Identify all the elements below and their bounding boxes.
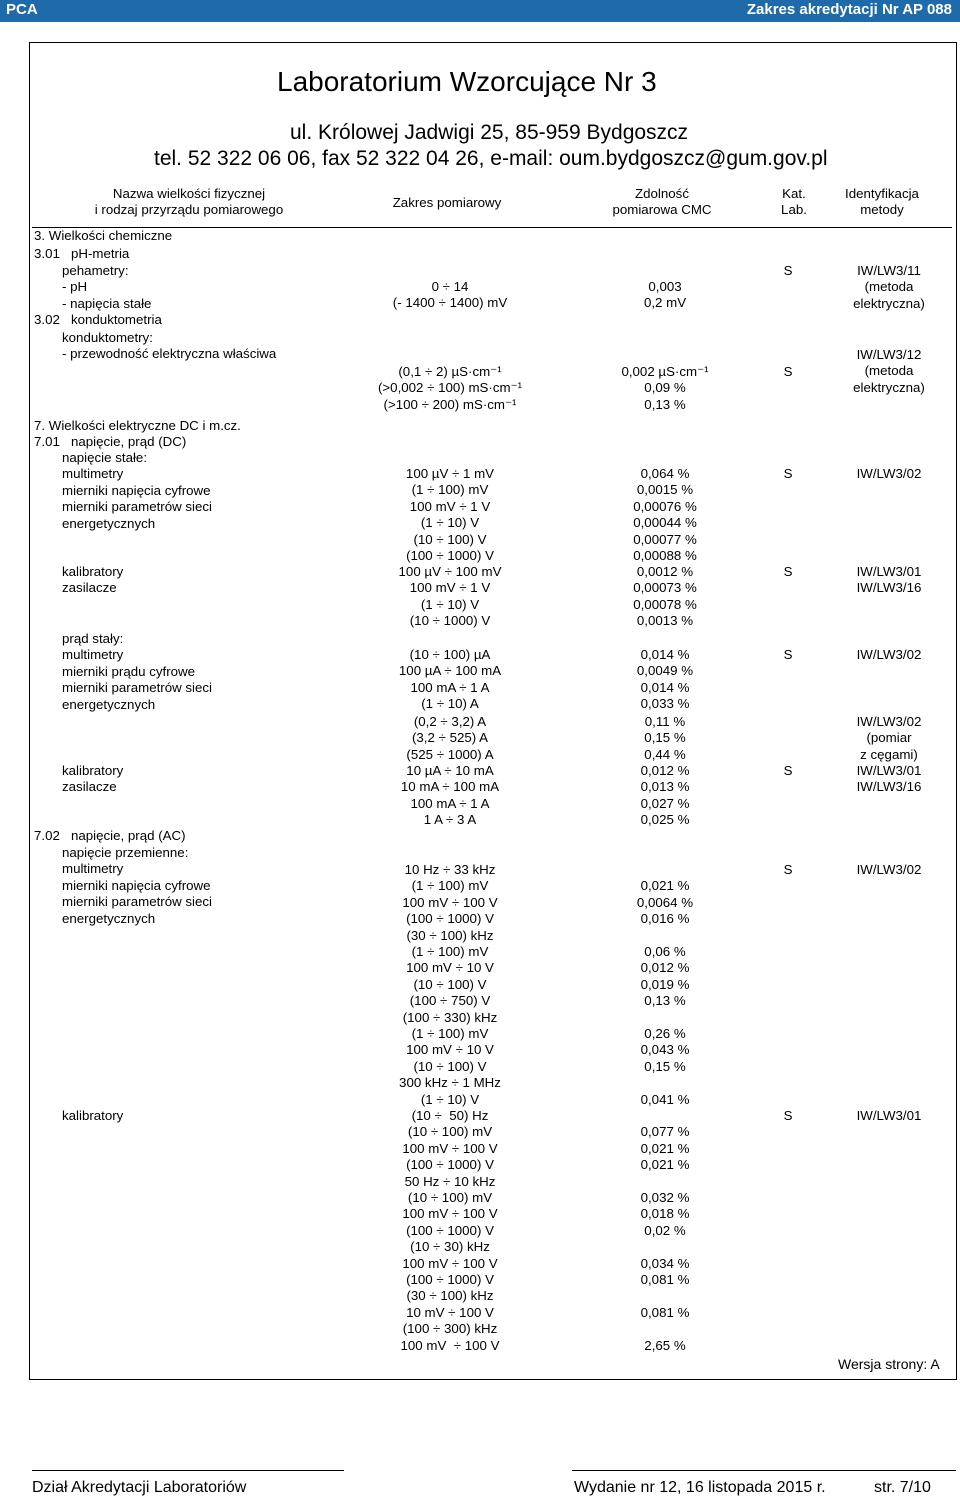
footer-edition: Wydanie nr 12, 16 listopada 2015 r. xyxy=(574,1479,826,1496)
dci-clamp-cmc: 0,11 % 0,15 % 0,44 % xyxy=(644,714,686,762)
section-3-02: 3.02 konduktometria xyxy=(34,312,162,327)
dci-cal-cmc: 0,012 % 0,013 % 0,027 % 0,025 % xyxy=(640,763,690,828)
header-method: Identyfikacja metody xyxy=(845,186,919,218)
acv-cal-names: kalibratory xyxy=(62,1108,124,1123)
section-7-01: 7.01 napięcie, prąd (DC) xyxy=(34,434,187,449)
header-cmc: Zdolność pomiarowa CMC xyxy=(612,186,712,218)
ph-kat: S xyxy=(783,263,793,278)
dcv-cal-cmc: 0,0012 % 0,00073 % 0,00078 % 0,0013 % xyxy=(633,564,697,629)
contact: tel. 52 322 06 06, fax 52 322 04 26, e-mail: oum.bydgoszcz@gum.gov.pl xyxy=(154,147,828,170)
footer-page-number: str. 7/10 xyxy=(874,1479,931,1496)
acv-method: IW/LW3/02 xyxy=(856,862,922,877)
dci-kat: S xyxy=(783,647,793,662)
ph-names: pehametry: - pH - napięcia stałe xyxy=(62,263,152,311)
dcv-cal-method: IW/LW3/01 IW/LW3/16 xyxy=(856,564,922,596)
dci-cmc: 0,014 % 0,0049 % 0,014 % 0,033 % xyxy=(636,647,694,712)
acv-ranges: 10 Hz ÷ 33 kHz (1 ÷ 100) mV 100 mV ÷ 100 V (100 ÷ 1000) V (30 ÷ 100) kHz (1 ÷ 100) mV 100 mV ÷ 10 V (10 ÷ 100) V (100 ÷ 750) V (100 ÷ 330) kHz (1 ÷ 100) mV 100 mV ÷ 10 V (10 ÷ 100) V 300 kHz ÷ 1 MHz (1 ÷ 10) V xyxy=(399,862,501,1107)
section-3-01: 3.01 pH-metria xyxy=(34,246,130,261)
address: ul. Królowej Jadwigi 25, 85-959 Bydgoszcz xyxy=(290,121,689,144)
acv-cal-method: IW/LW3/01 xyxy=(856,1108,922,1123)
section-7-title: 7. Wielkości elektryczne DC i m.cz. xyxy=(34,418,241,433)
dci-cal-ranges: 10 µA ÷ 10 mA 10 mA ÷ 100 mA 100 mA ÷ 1 A 1 A ÷ 3 A xyxy=(400,763,500,828)
dcv-cal-ranges: 100 µV ÷ 100 mV 100 mV ÷ 1 V (1 ÷ 10) V (10 ÷ 1000) V xyxy=(398,564,502,629)
ph-cmc: 0,003 0,2 mV xyxy=(643,279,687,311)
acv-cal-ranges: (10 ÷ 50) Hz (10 ÷ 100) mV 100 mV ÷ 100 V (100 ÷ 1000) V 50 Hz ÷ 10 kHz (10 ÷ 100) mV 100 mV ÷ 100 V (100 ÷ 1000) V (10 ÷ 30) kHz 100 mV ÷ 100 V (100 ÷ 1000) V (30 ÷ 100) kHz 10 mV ÷ 100 V (100 ÷ 300) kHz 100 mV ÷ 100 V xyxy=(400,1108,500,1353)
footer-department: Dział Akredytacji Laboratoriów xyxy=(32,1479,247,1496)
acv-kat: S xyxy=(783,862,793,877)
dci-method: IW/LW3/02 xyxy=(856,647,922,662)
header-name: Nazwa wielkości fizycznej i rodzaj przyrządu pomiarowego xyxy=(94,186,284,218)
dcv-ranges: 100 µV ÷ 1 mV (1 ÷ 100) mV 100 mV ÷ 1 V (1 ÷ 10) V (10 ÷ 100) V (100 ÷ 1000) V xyxy=(405,466,495,564)
acv-cal-kat: S xyxy=(783,1108,793,1123)
dcv-cal-names: kalibratory zasilacze xyxy=(62,564,124,596)
header-range: Zakres pomiarowy xyxy=(392,195,502,210)
acv-cmc: 0,021 % 0,0064 % 0,016 % 0,06 % 0,012 % 0,019 % 0,13 % 0,26 % 0,043 % 0,15 % 0,041 % xyxy=(636,878,694,1107)
acv-cal-cmc: 0,077 % 0,021 % 0,021 % 0,032 % 0,018 % 0,02 % 0,034 % 0,081 % 0,081 % 2,65 % xyxy=(640,1124,690,1353)
top-bar xyxy=(0,0,960,22)
dcv-names: napięcie stałe: multimetry mierniki napięcia cyfrowe mierniki parametrów sieci energetycznych xyxy=(62,450,212,531)
dci-clamp-method: IW/LW3/02 (pomiar z cęgami) xyxy=(856,714,922,762)
accreditation-label: Zakres akredytacji Nr AP 088 xyxy=(746,1,952,18)
dci-cal-kat: S xyxy=(783,763,793,778)
footer-rule-right xyxy=(572,1470,956,1471)
kond-cmc: 0,002 µS·cm⁻¹ 0,09 % 0,13 % xyxy=(621,364,709,412)
footer-rule-left xyxy=(32,1470,344,1471)
dcv-method: IW/LW3/02 xyxy=(856,466,922,481)
header-kat: Kat. Lab. xyxy=(781,186,807,218)
dci-cal-method: IW/LW3/01 IW/LW3/16 xyxy=(856,763,922,795)
dcv-cal-kat: S xyxy=(783,564,793,579)
kond-ranges: (0,1 ÷ 2) µS·cm⁻¹ (>0,002 ÷ 100) mS·cm⁻¹ (>100 ÷ 200) mS·cm⁻¹ xyxy=(377,364,522,412)
acv-names: napięcie przemienne: multimetry mierniki napięcia cyfrowe mierniki parametrów sieci energetycznych xyxy=(62,845,212,926)
page-title: Laboratorium Wzorcujące Nr 3 xyxy=(277,66,657,97)
kond-names: konduktometry: - przewodność elektryczna właściwa xyxy=(62,330,277,362)
section-3-title: 3. Wielkości chemiczne xyxy=(34,228,173,243)
dci-cal-names: kalibratory zasilacze xyxy=(62,763,124,795)
dcv-kat: S xyxy=(783,466,793,481)
dci-names: prąd stały: multimetry mierniki prądu cyfrowe mierniki parametrów sieci energetycznych xyxy=(62,631,212,712)
dci-ranges: (10 ÷ 100) µA 100 µA ÷ 100 mA 100 mA ÷ 1 A (1 ÷ 10) A xyxy=(398,647,502,712)
ph-method: IW/LW3/11 (metoda elektryczna) xyxy=(853,263,925,311)
dci-clamp-ranges: (0,2 ÷ 3,2) A (3,2 ÷ 525) A (525 ÷ 1000) A xyxy=(406,714,494,762)
org-label: PCA xyxy=(6,1,38,18)
page-version: Wersja strony: A xyxy=(838,1356,940,1372)
kond-method: IW/LW3/12 (metoda elektryczna) xyxy=(853,347,925,395)
ph-ranges: 0 ÷ 14 (- 1400 ÷ 1400) mV xyxy=(392,279,508,311)
dcv-cmc: 0,064 % 0,0015 % 0,00076 % 0,00044 % 0,00077 % 0,00088 % xyxy=(633,466,697,564)
section-7-02: 7.02 napięcie, prąd (AC) xyxy=(34,828,186,843)
kond-kat: S xyxy=(783,364,793,379)
